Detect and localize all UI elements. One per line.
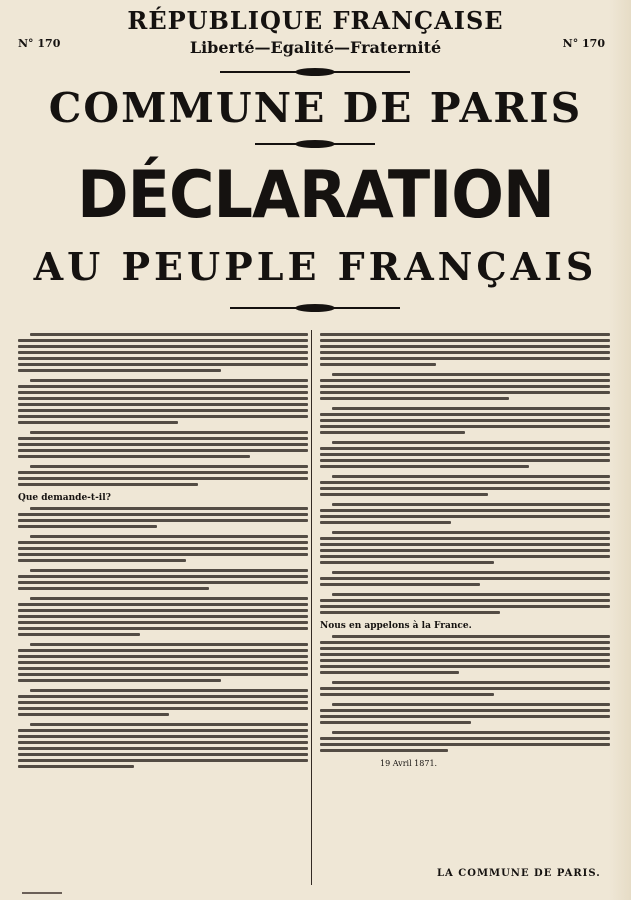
printer-mark [22,892,62,894]
paragraph [320,635,610,674]
ornament-rule-1 [220,71,410,73]
commune-heading: COMMUNE DE PARIS [48,84,583,132]
paragraph [18,333,308,372]
paragraph [320,531,610,564]
paragraph [18,535,308,562]
paragraph [320,593,610,614]
declaration-title: DÉCLARATION [77,156,554,233]
paragraph [320,441,610,468]
paragraph [320,681,610,696]
paragraph [18,643,308,682]
declaration-subtitle: AU PEUPLE FRANÇAIS [33,244,598,289]
poster-number-right: N° 170 [562,37,605,50]
paragraph [18,465,308,486]
paragraph [18,379,308,424]
paragraph [320,407,610,434]
motto: Liberté—Egalité—Fraternité [189,38,442,57]
left-text-column [18,330,308,885]
paragraph [320,333,610,366]
paragraph [320,571,610,586]
paragraph [320,731,610,752]
republic-heading: RÉPUBLIQUE FRANÇAISE [127,6,504,35]
right-text-column [320,330,610,885]
paragraph [18,507,308,528]
paragraph [320,373,610,400]
question-line: Que demande-t-il? [18,493,111,503]
paragraph [18,597,308,636]
date-line: 19 Avril 1871. [380,759,438,768]
paragraph [320,703,610,724]
poster-number-left: N° 170 [18,37,61,50]
paragraph [320,503,610,524]
paragraph [18,569,308,590]
paragraph [18,723,308,768]
paragraph [18,689,308,716]
paragraph [320,475,610,496]
signature: LA COMMUNE DE PARIS. [437,868,601,879]
appeal-line: Nous en appelons à la France. [320,621,472,631]
column-divider [311,330,312,885]
paragraph [18,431,308,458]
ornament-rule-2 [255,143,375,145]
ornament-rule-3 [230,307,400,309]
